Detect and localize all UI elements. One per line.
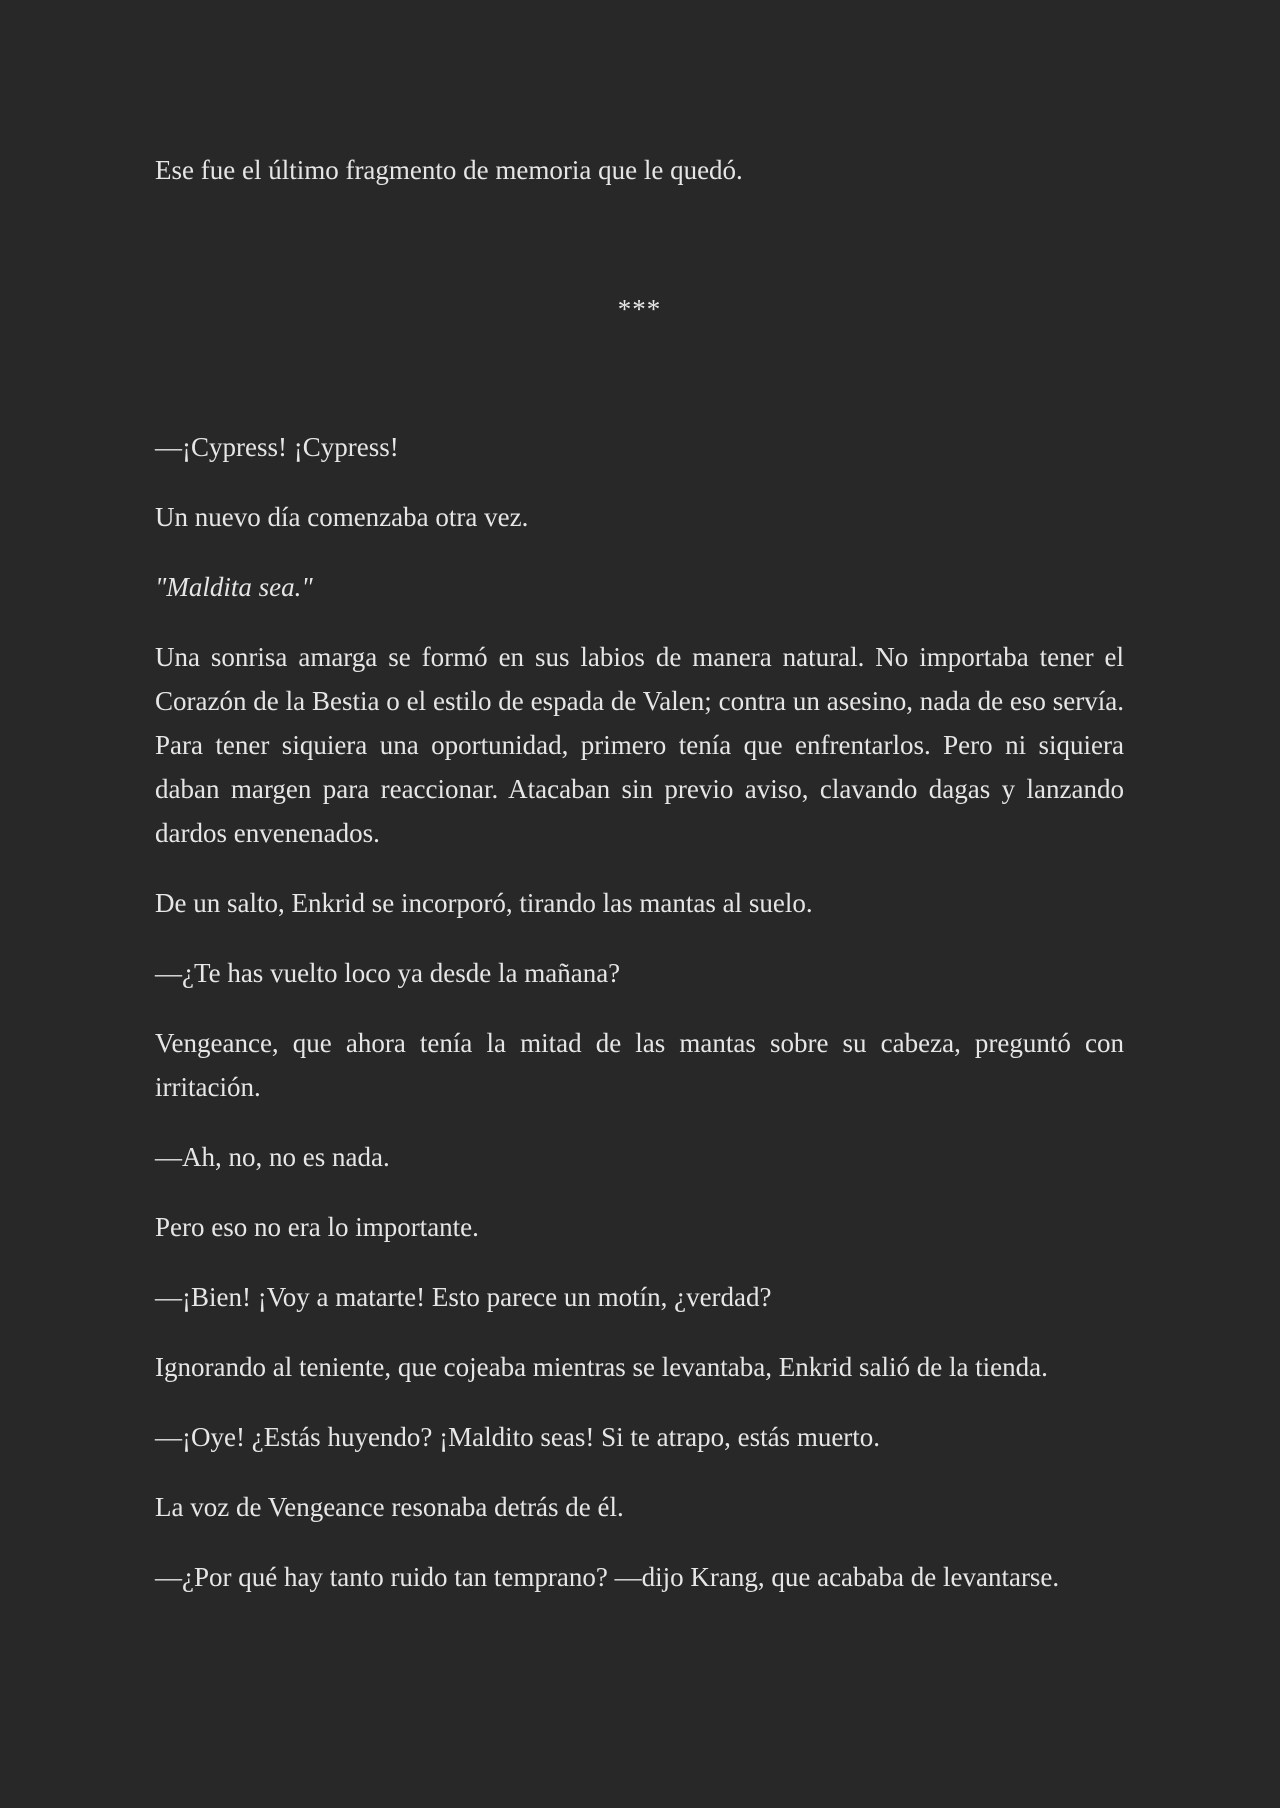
paragraph: —¡Oye! ¿Estás huyendo? ¡Maldito seas! Si te atrapo, estás muerto. (155, 1422, 881, 1452)
paragraph-thought: "Maldita sea." (155, 572, 313, 602)
paragraph: Ese fue el último fragmento de memoria que le quedó. (155, 155, 743, 185)
scene-divider: *** (617, 294, 662, 324)
paragraph: La voz de Vengeance resonaba detrás de él. (155, 1492, 624, 1522)
paragraph: Ignorando al teniente, que cojeaba mientras se levantaba, Enkrid salió de la tienda. (155, 1352, 1048, 1382)
paragraph: —¡Cypress! ¡Cypress! (155, 432, 399, 462)
paragraph: Pero eso no era lo importante. (155, 1212, 479, 1242)
reader-page (155, 148, 1124, 1625)
paragraph: Una sonrisa amarga se formó en sus labios de manera natural. No importaba tener el Corazón de la Bestia o el estilo de espada de Valen; contra un asesino, nada de eso servía. Para tener siquiera una oportunidad, primero tenía que enfrentarlos. Pero ni siquiera daban margen para reaccionar. Atacaban sin previo aviso, clavando dagas y lanzando dardos envenenados. (155, 642, 1124, 848)
paragraph: —¡Bien! ¡Voy a matarte! Esto parece un motín, ¿verdad? (155, 1282, 772, 1312)
paragraph: Vengeance, que ahora tenía la mitad de las mantas sobre su cabeza, preguntó con irritación. (155, 1028, 1124, 1102)
paragraph: De un salto, Enkrid se incorporó, tirando las mantas al suelo. (155, 888, 813, 918)
paragraph: Un nuevo día comenzaba otra vez. (155, 502, 529, 532)
paragraph: —¿Por qué hay tanto ruido tan temprano? —dijo Krang, que acababa de levantarse. (155, 1562, 1060, 1592)
paragraph: —¿Te has vuelto loco ya desde la mañana? (155, 958, 621, 988)
paragraph: —Ah, no, no es nada. (155, 1142, 390, 1172)
